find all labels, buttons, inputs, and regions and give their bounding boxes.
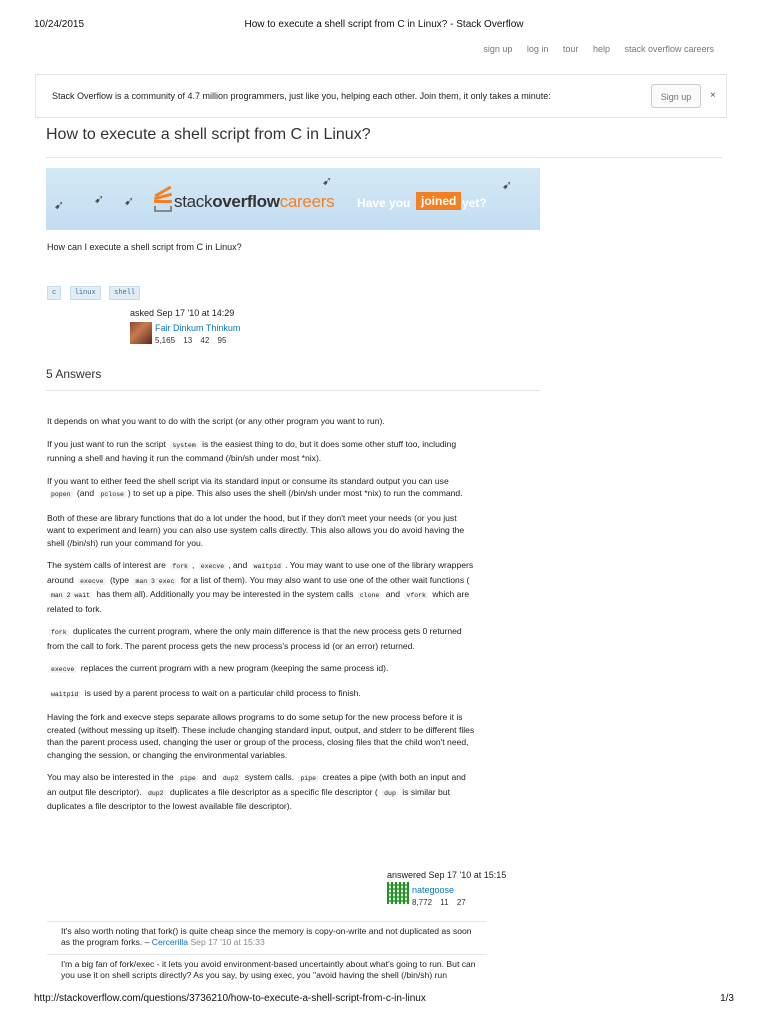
question-tags: [47, 281, 144, 300]
code-clone: clone: [359, 592, 380, 599]
comment-divider: [47, 921, 487, 922]
answer-paragraph: Both of these are library functions that do a lot under the hood, but if they don't meet your needs (or you just want to experiment and learn) you can also use system calls directly. This also allows you do avoid having the shell (/bin/sh) run your command for you.: [47, 512, 465, 548]
comment-user-link[interactable]: Cercerilla: [151, 937, 189, 947]
ad-yet-text: yet?: [462, 196, 487, 210]
tag-shell[interactable]: shell: [109, 286, 140, 300]
code-dup2: dup2: [222, 775, 239, 782]
comment: [61, 959, 481, 981]
gold-badge-count: 13: [183, 336, 193, 345]
nav-tour-link[interactable]: tour: [562, 44, 579, 54]
code-man-2-wait: man 2 wait: [51, 592, 91, 599]
code-popen: popen: [51, 491, 71, 498]
tag-linux[interactable]: linux: [70, 286, 101, 300]
code-vfork: vfork: [406, 592, 426, 599]
ad-have-you-text: Have you: [357, 196, 411, 210]
ad-joined-badge: joined: [416, 192, 461, 210]
answer-paragraph: If you want to either feed the shell script via its standard input or consume its standard output you can use popen (and pclose ) to set up a pipe. This also uses the shell (/bin/sh under most *nix) to run the command.: [47, 475, 463, 498]
code-execve: execve: [80, 577, 104, 585]
tag-c[interactable]: c: [47, 286, 61, 300]
bird-icon: ➹: [94, 192, 105, 206]
question-title[interactable]: How to execute a shell script from C in Linux?: [46, 126, 371, 143]
print-date: 10/24/2015: [34, 19, 85, 30]
code-pipe: pipe: [180, 775, 196, 782]
stack-logo-icon: [154, 190, 172, 212]
careers-logo: [174, 192, 334, 212]
comment-text: I'm a big fan of fork/exec - it lets you avoid environment-based uncertaintly about what's going to run. But can you use it on shell scripts directly? As you say, by using exec, you "avoid having the shell (/bin/sh) run: [61, 959, 476, 980]
answer-paragraph: fork duplicates the current program, where the only main difference is that the new process gets 0 returned from the call to fork. The parent process gets the new process's process id (or an error) returned.: [47, 626, 462, 651]
community-banner: [35, 74, 727, 118]
logo-careers-text: careers: [279, 192, 335, 211]
bird-icon: ➹: [124, 194, 135, 208]
answerer-reputation: [412, 898, 466, 907]
code-waitpid: waitpid: [253, 563, 281, 570]
answers-heading: 5 Answers: [46, 367, 102, 381]
avatar[interactable]: [130, 322, 152, 344]
comment-date: Sep 17 '10 at 15:33: [190, 937, 265, 947]
answer-paragraph: Having the fork and execve steps separate allows programs to do some setup for the new process before it is created (without messing up itself). These include changing standard input, output, and stderr to be different files than the parent process used, changing the user or group of the process, closing files that the child won't need, changing the session, or changing the environmental variables.: [47, 712, 475, 760]
code-pclose: pclose: [100, 491, 124, 498]
code-man-3-exec: man 3 exec: [135, 577, 175, 585]
code-fork: fork: [172, 563, 188, 570]
code-fork: fork: [51, 629, 67, 636]
top-nav: [471, 44, 714, 54]
avatar[interactable]: [387, 882, 409, 904]
careers-ad-banner[interactable]: [46, 168, 540, 230]
answer-paragraph: If you just want to run the script system is the easiest thing to do, but it does some other stuff too, including running a shell and having it run the command (/bin/sh under most *nix).: [47, 438, 457, 463]
bird-icon: ➹: [322, 174, 333, 188]
question-body: How can I execute a shell script from C in Linux?: [47, 242, 242, 252]
print-url: http://stackoverflow.com/questions/3736210/how-to-execute-a-shell-script-from-c-in-linux: [34, 993, 426, 1004]
answer-paragraph: You may also be interested in the pipe and dup2 system calls. pipe creates a pipe (with both an input and an output file descriptor). dup2 duplicates a file descriptor as a specific file descriptor ( dup is similar but duplicates a file descriptor to the lowest available file descriptor).: [47, 772, 466, 811]
nav-log-in-link[interactable]: log in: [526, 44, 549, 54]
asked-timestamp: asked Sep 17 '10 at 14:29: [130, 308, 235, 318]
code-execve: execve: [200, 563, 225, 570]
answer-paragraph: waitpid is used by a parent process to wait on a particular child process to finish.: [51, 687, 361, 698]
bronze-badge-count: 95: [217, 336, 227, 345]
print-page-number: 1/3: [720, 993, 734, 1004]
code-dup: dup: [384, 789, 396, 797]
code-execve: execve: [51, 666, 75, 673]
banner-close-icon[interactable]: ×: [710, 90, 716, 101]
bird-icon: ➹: [502, 178, 513, 192]
answer-paragraph: execve replaces the current program with a new program (keeping the same process id).: [51, 663, 389, 673]
reputation-score: 8,772: [412, 898, 433, 907]
code-pipe: pipe: [300, 775, 317, 782]
answer-body: [47, 415, 477, 823]
logo-stack-text: stack: [174, 192, 213, 211]
code-dup2: dup2: [147, 789, 164, 797]
silver-badge-count: 11: [440, 898, 449, 907]
banner-sign-up-button[interactable]: Sign up: [651, 84, 701, 108]
reputation-score: 5,165: [155, 336, 176, 345]
silver-badge-count: 42: [200, 336, 210, 345]
answer-paragraph: The system calls of interest are fork , execve , and waitpid . You may want to use one of the library wrappers around execve (type man 3 exec for a list of them). You may also want to use one of the other wait functions ( man 2 wait has them all). Additionally you may be interested in the system calls clone and vfork which are related to fork.: [47, 560, 474, 614]
logo-overflow-text: overflow: [212, 192, 280, 211]
answered-timestamp: answered Sep 17 '10 at 15:15: [387, 870, 507, 880]
comment-text: It's also worth noting that fork() is quite cheap since the memory is copy-on-write and not duplicated as soon as the program forks. –: [61, 926, 472, 947]
comment: [61, 926, 481, 948]
bronze-badge-count: 27: [456, 898, 466, 907]
title-divider: [46, 157, 722, 158]
print-footer: [34, 993, 734, 1007]
asker-username-link[interactable]: Fair Dinkum Thinkum: [155, 323, 241, 333]
code-system: system: [172, 441, 196, 449]
answerer-username-link[interactable]: nategoose: [412, 885, 455, 895]
answer-paragraph: It depends on what you want to do with the script (or any other program you want to run).: [47, 416, 385, 426]
nav-help-link[interactable]: help: [592, 44, 610, 54]
nav-sign-up-link[interactable]: sign up: [483, 44, 513, 54]
asker-reputation: [155, 336, 226, 345]
nav-careers-link[interactable]: stack overflow careers: [624, 44, 714, 54]
code-waitpid: waitpid: [51, 690, 79, 698]
print-header: [34, 19, 734, 33]
answers-divider: [46, 390, 540, 391]
comment-divider: [47, 954, 487, 955]
bird-icon: ➹: [54, 198, 65, 212]
banner-message: Stack Overflow is a community of 4.7 million programmers, just like you, helping each other. Join them, it only takes a minute:: [52, 91, 551, 101]
print-title: How to execute a shell script from C in Linux? - Stack Overflow: [244, 19, 524, 30]
